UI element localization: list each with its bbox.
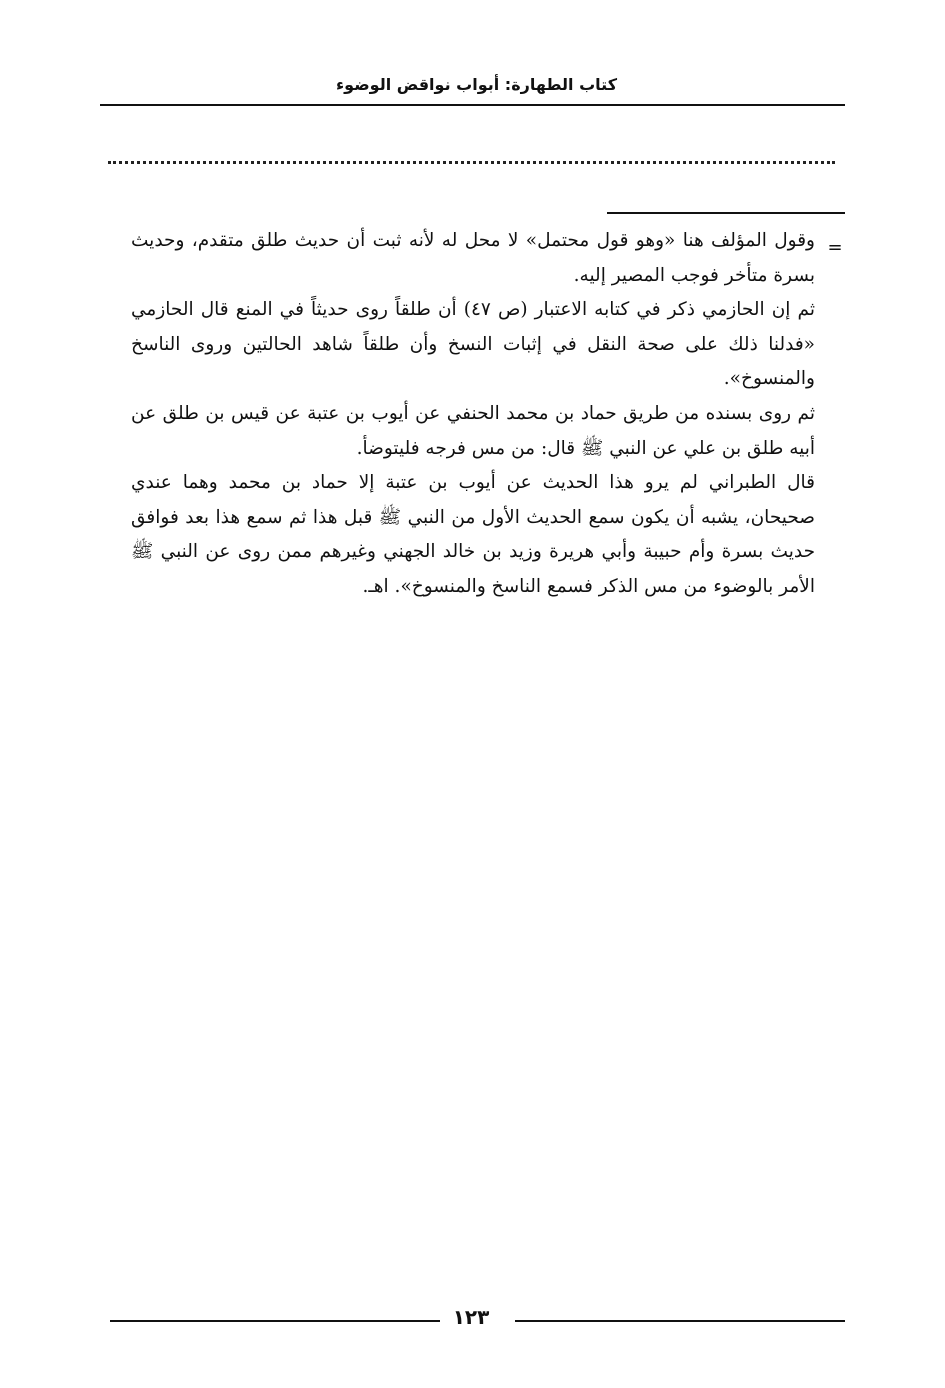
footnote-separator	[607, 212, 845, 214]
footer-rule-left	[110, 1320, 440, 1322]
page-footer	[100, 1298, 845, 1338]
footnote-body	[131, 224, 815, 605]
running-title: كتاب الطهارة: أبواب نواقض الوضوء	[335, 75, 617, 94]
page-number: ١٢٣	[452, 1305, 490, 1329]
footnote-paragraph: قال الطبراني لم يرو هذا الحديث عن أيوب بن عتبة إلا حماد بن محمد وهما عندي صحيحان، يشبه أن يكون سمع الحديث الأول من النبي ﷺ قبل هذا ثم سمع هذا بعد فوافق حديث بسرة وأم حبيبة وأبي هريرة وزيد بن خالد الجهني وغيرهم ممن روى عن النبي ﷺ الأمر بالوضوء من مس الذكر فسمع الناسخ والمنسوخ». اهـ.	[131, 472, 815, 597]
footnote-paragraph: ثم روى بسنده من طريق حماد بن محمد الحنفي عن أيوب بن عتبة عن قيس بن طلق عن أبيه طلق بن علي عن النبي ﷺ قال: من مس فرجه فليتوضأ.	[131, 402, 815, 459]
footnote-paragraph: ثم إن الحازمي ذكر في كتابه الاعتبار (ص ٤٧) أن طلقاً روى حديثاً في المنع قال الحازمي «فدلنا ذلك على صحة النقل في إثبات النسخ وأن طلقاً شاهد الحالتين وروى الناسخ والمنسوخ».	[131, 299, 815, 390]
footer-rule-right	[515, 1320, 845, 1322]
footnote-paragraph: وقول المؤلف هنا «وهو قول محتمل» لا محل له لأنه ثبت أن حديث طلق متقدم، وحديث بسرة متأخر فوجب المصير إليه.	[131, 230, 815, 286]
omitted-text-dotted-rule	[108, 161, 835, 164]
running-header	[100, 70, 845, 106]
footnote-continuation-mark: =	[827, 237, 843, 258]
